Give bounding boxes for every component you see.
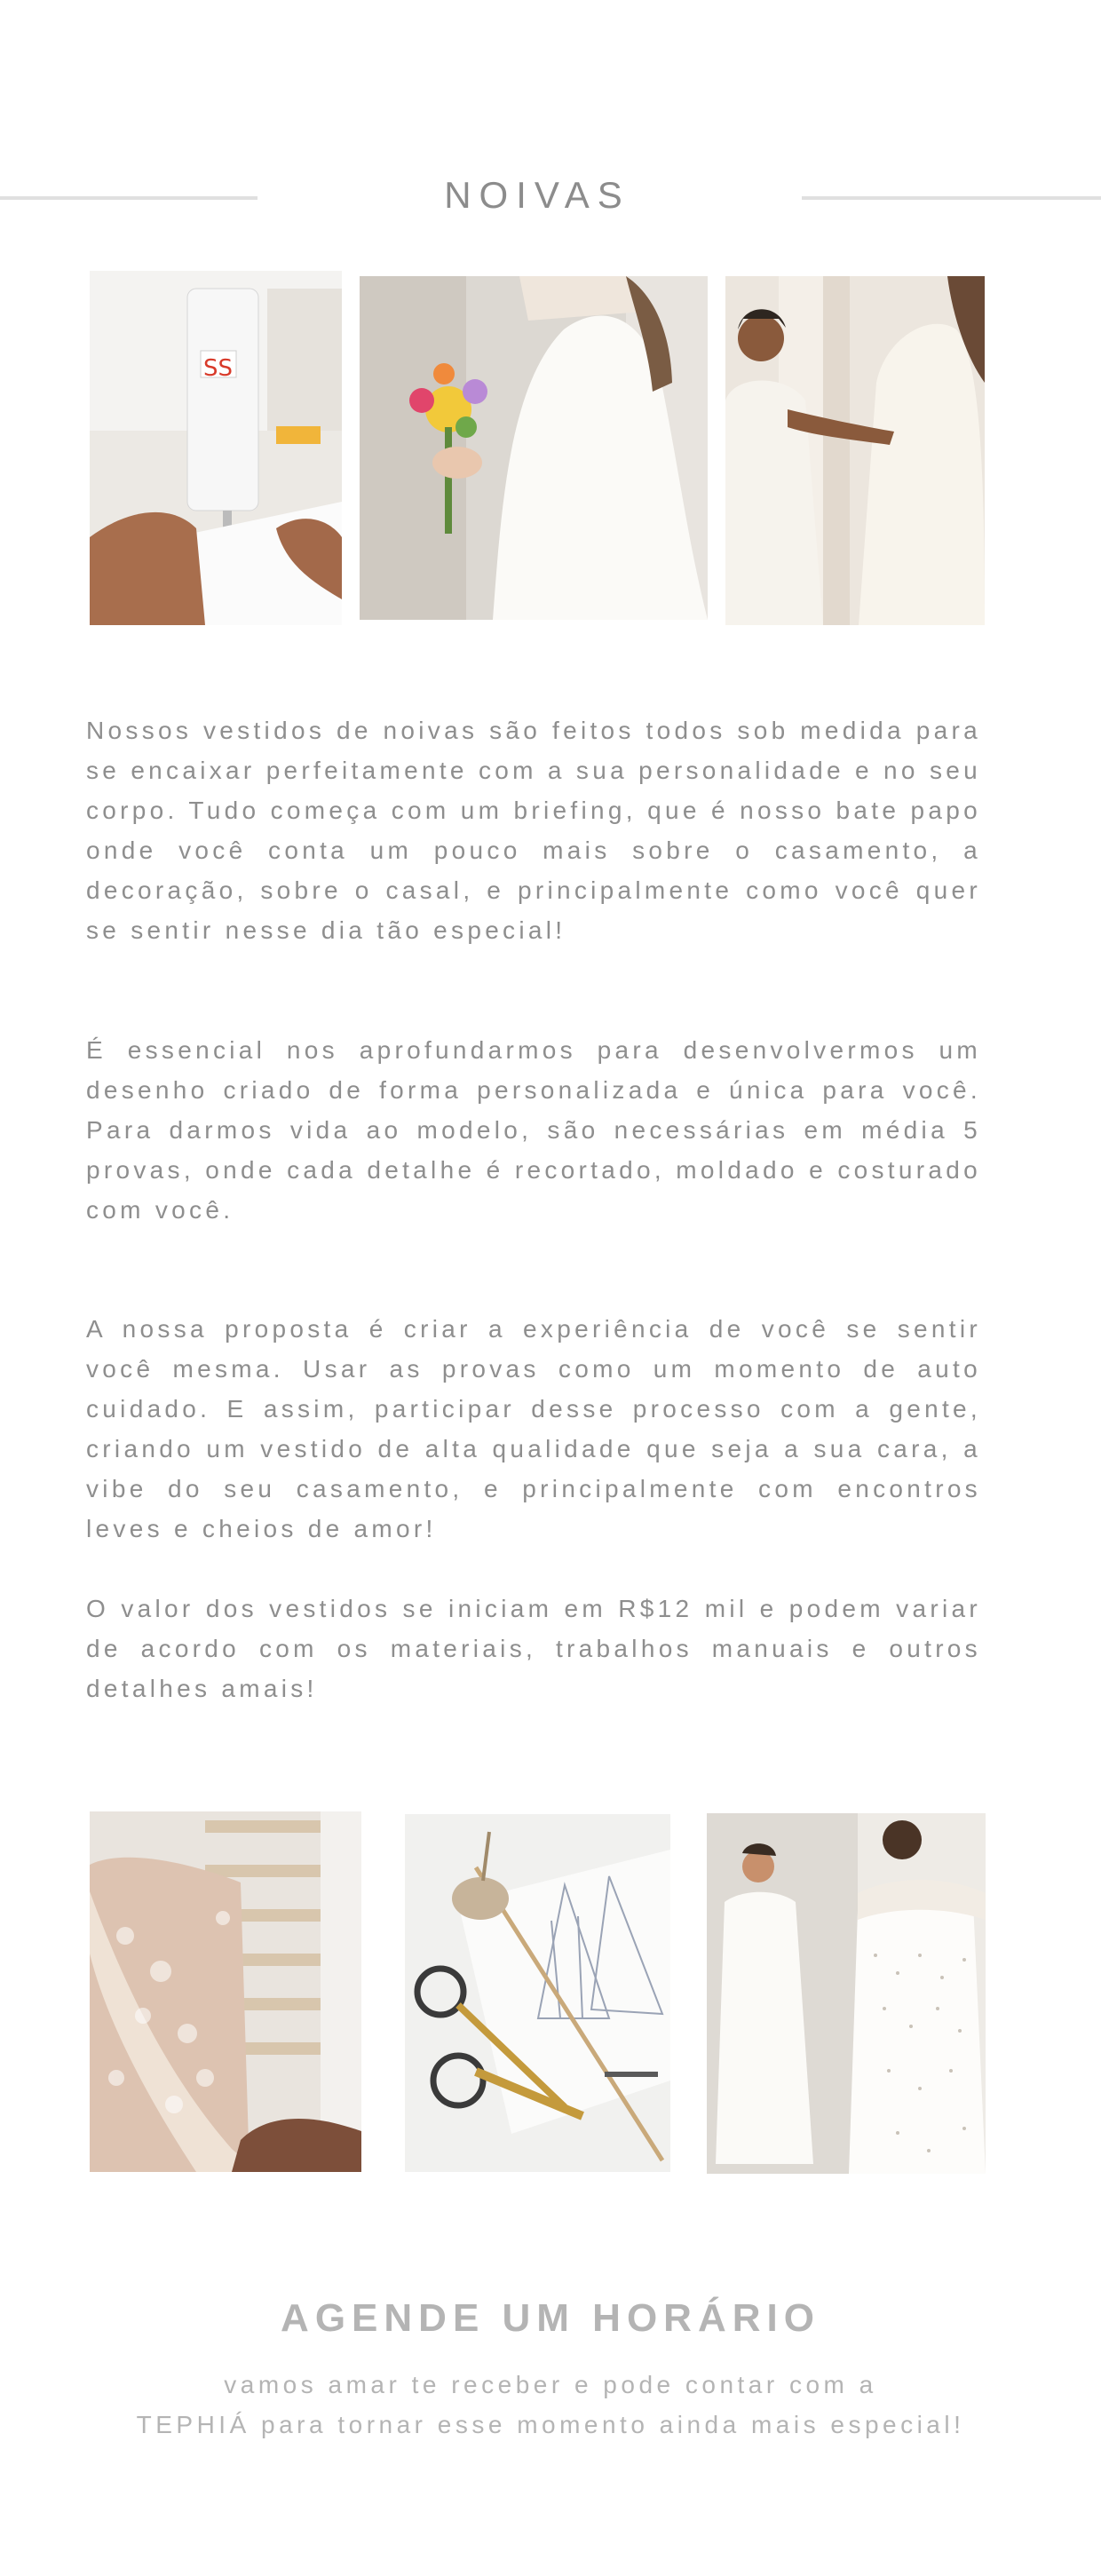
photo-fitting-session — [725, 276, 985, 625]
cta-line-2: TEPHIÁ para tornar esse momento ainda mais especial! — [136, 2411, 965, 2438]
photo-lace-sleeve — [90, 1811, 361, 2172]
cta-title: AGENDE UM HORÁRIO — [281, 2296, 820, 2340]
paragraph-intro: Nossos vestidos de noivas são feitos todos sob medida para se encaixar perfeitamente com a sua personalidade e no seu corpo. Tudo começa com um briefing, que é nosso bate papo onde você conta um pouco mais sobre o casamento, a decoração, sobre o casal, e principalmente como você quer se sentir nesse dia tão especial! — [86, 717, 981, 944]
photo-offshoulder-gown — [707, 1813, 986, 2174]
paragraph-proposal: A nossa proposta é criar a experiência de você se sentir você mesma. Usar as provas como um momento de auto cuidado. E assim, participar desse processo com a gente, criando um vestido de alta qualidade que seja a sua cara, a vibe do seu casamento, e principalmente com encontros leves e cheios de amor! — [86, 1315, 981, 1542]
section-title: NOIVAS — [444, 174, 630, 216]
paragraph-pricing: O valor dos vestidos se iniciam em R$12 mil e podem variar de acordo com os materiais, trabalhos manuais e outros detalhes amais! — [86, 1595, 981, 1702]
svg-text:SS: SS — [203, 355, 234, 382]
photo-sewing-machine — [90, 271, 342, 625]
photo-sketch-tools — [405, 1814, 670, 2172]
paragraph-design: É essencial nos aprofundarmos para desenvolvermos um desenho criado de forma personalizada e única para você. Para darmos vida ao modelo, são necessárias em média 5 provas, onde cada detalhe é recortado, moldado e costurado com você. — [86, 1036, 981, 1224]
cta-line-1: vamos amar te receber e pode contar com a — [224, 2371, 877, 2398]
photo-bride-bouquet — [360, 276, 708, 620]
